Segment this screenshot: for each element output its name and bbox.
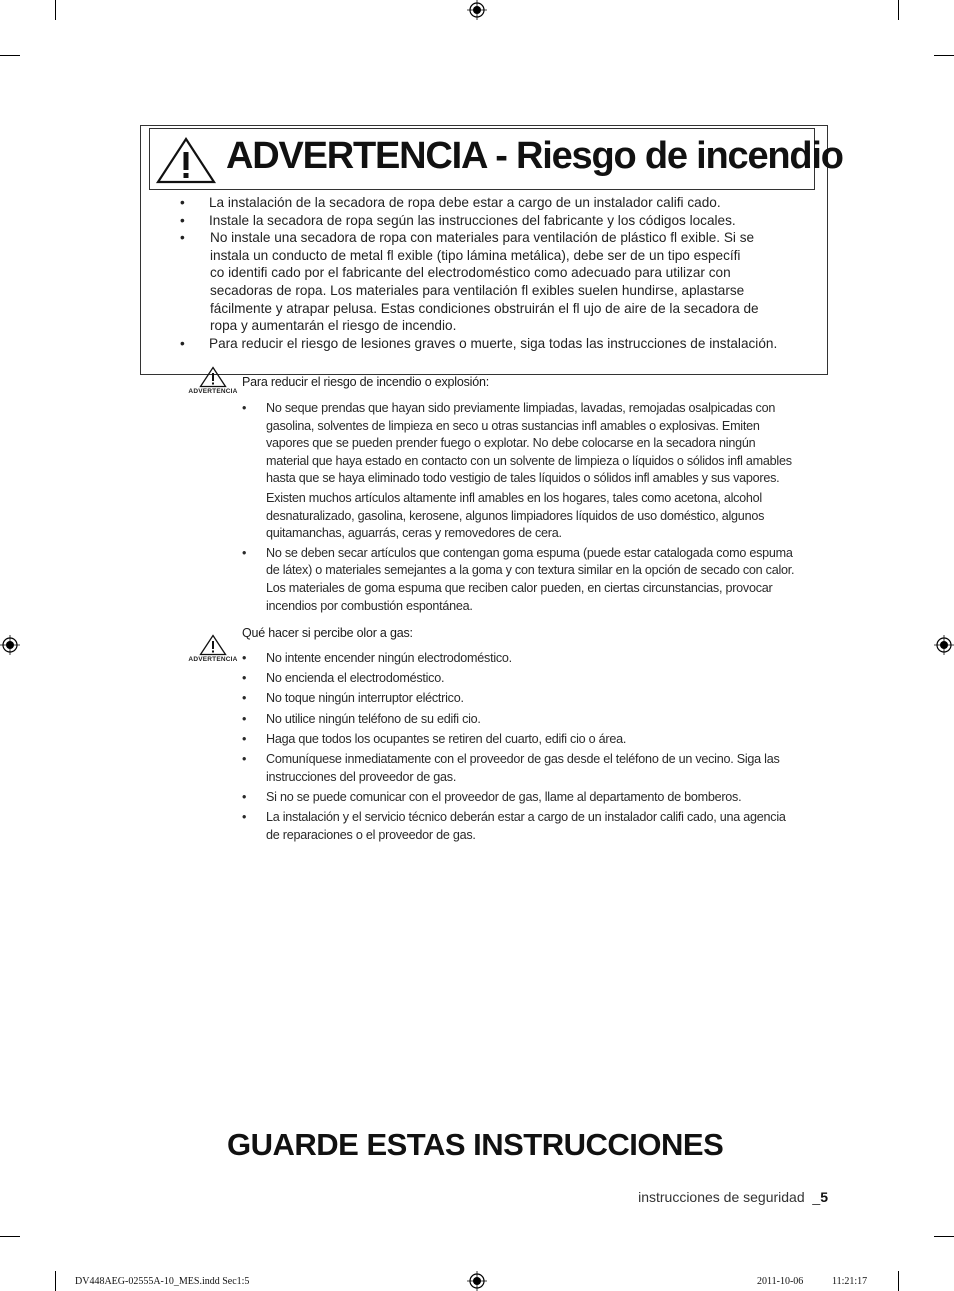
registration-mark-icon	[0, 635, 20, 655]
list-item: • No toque ningún interruptor eléctrico.	[242, 690, 832, 708]
crop-mark	[934, 55, 954, 56]
bullet: •	[242, 731, 247, 746]
warning-triangle-icon	[199, 634, 227, 656]
list-item: • No encienda el electrodoméstico.	[242, 670, 832, 688]
gas-section-list	[242, 650, 832, 845]
registration-mark-icon	[934, 635, 954, 655]
bullet: •	[242, 651, 247, 665]
bullet: •	[242, 751, 247, 766]
list-item: • No utilice ningún teléfono de su edifi cio.	[242, 711, 832, 729]
slug-date: 2011-10-06	[757, 1276, 804, 1287]
list-item: • No seque prendas que hayan sido previamente limpiadas, lavadas, remojadas osalpicadas con gasolina, solventes de limpieza en seco u otras sustancias infl amables o explosivas. Emiten vapores que se pueden prender fuego o explotar. No debe colocarse en la secadora ningún material que haya estado en contacto con un solvente de limpieza o líquidos o sólidos infl amables hasta que se haya eliminado todo vestigio de tales líquidos o sólidos infl amables y sus vapores. Existen muchos artículos altamente infl amables en los hogares, tales como acetona, alcohol desnaturalizado, gasolina, kerosene, algunos limpiadores líquidos de uso doméstico, algunos quitamanchas, aguarrás, ceras y removedores de cera.	[242, 401, 792, 541]
list-item: • No se deben secar artículos que contengan goma espuma (puede estar catalogada como espuma de látex) o materiales semejantes a la goma y con textura similar en la opción de secado con calor. Los materiales de goma espuma que reciben calor pueden, en ciertas circunstancias, provocar incendios por combustión espontánea.	[242, 545, 795, 613]
bullet: •	[180, 212, 185, 228]
list-item: • No intente encender ningún electrodoméstico.	[242, 650, 832, 668]
crop-mark	[898, 0, 899, 20]
gas-warning-badge	[187, 634, 239, 663]
save-instructions-title: GUARDE ESTAS INSTRUCCIONES	[227, 1127, 724, 1162]
list-item: • Para reducir el riesgo de lesiones graves o muerte, siga todas las instrucciones de instalación.	[180, 335, 778, 351]
bullet: •	[180, 195, 185, 210]
list-item: • Comuníquese inmediatamente con el proveedor de gas desde el teléfono de un vecino. Siga las instrucciones del proveedor de gas.	[242, 751, 780, 784]
list-item: • Si no se puede comunicar con el proveedor de gas, llame al departamento de bomberos.	[242, 789, 832, 807]
warning-triangle-icon	[155, 136, 217, 184]
bullet: •	[242, 671, 247, 686]
crop-mark	[934, 1236, 954, 1237]
bullet: •	[242, 401, 247, 415]
bullet: •	[242, 810, 247, 825]
list-item: • No instale una secadora de ropa con materiales para ventilación de plástico fl exible. Si se instala un conducto de metal fl exible (tipo lámina metálica), debe ser de un tipo específi co identifi cado por el fabricante del electrodoméstico como adecuado para utilizar con secadoras de ropa. Los materiales para ventilación fl exibles suelen hundirse, aplastarse fácilmente y atrapar pelusa. Estas condiciones obstruirán el fl ujo de aire de la secadora de ropa y aumentarán el riesgo de incendio.	[180, 230, 759, 334]
fire-section-heading: Para reducir el riesgo de incendio o explosión:	[242, 375, 490, 389]
page-footer	[638, 1189, 828, 1205]
slug-time: 11:21:17	[832, 1276, 868, 1287]
bullet: •	[242, 691, 247, 706]
registration-mark-icon	[467, 0, 487, 20]
bullet: •	[242, 545, 247, 560]
page-prefix: _	[812, 1189, 821, 1205]
badge-label: ADVERTENCIA	[188, 656, 238, 663]
badge-label: ADVERTENCIA	[188, 388, 238, 395]
fire-warning-badge	[187, 366, 239, 395]
bullet: •	[180, 230, 185, 246]
section-name: instrucciones de seguridad	[638, 1189, 805, 1205]
warning-triangle-icon	[199, 366, 227, 388]
list-item: • La instalación y el servicio técnico deberán estar a cargo de un instalador califi cado, una agencia de reparaciones o el proveedor de gas.	[242, 810, 786, 842]
registration-mark-icon	[467, 1271, 487, 1291]
warning-list	[180, 194, 820, 352]
crop-mark	[55, 0, 56, 20]
bullet: •	[242, 711, 247, 726]
list-item: • La instalación de la secadora de ropa debe estar a cargo de un instalador califi cado.	[180, 195, 721, 210]
bullet: •	[180, 335, 185, 351]
slug-file: DV448AEG-02555A-10_MES.indd Sec1:5	[75, 1276, 250, 1287]
fire-section-list	[242, 400, 832, 615]
list-item: • Instale la secadora de ropa según las instrucciones del fabricante y los códigos locales.	[180, 212, 736, 228]
page-number: 5	[820, 1189, 828, 1205]
crop-mark	[55, 1271, 56, 1291]
crop-mark	[0, 1236, 20, 1237]
crop-mark	[0, 55, 20, 56]
bullet: •	[242, 789, 247, 804]
list-item: • Haga que todos los ocupantes se retiren del cuarto, edifi cio o área.	[242, 731, 832, 749]
gas-section-heading: Qué hacer si percibe olor a gas:	[242, 626, 413, 640]
warning-title: ADVERTENCIA - Riesgo de incendio	[226, 135, 843, 177]
crop-mark	[898, 1271, 899, 1291]
